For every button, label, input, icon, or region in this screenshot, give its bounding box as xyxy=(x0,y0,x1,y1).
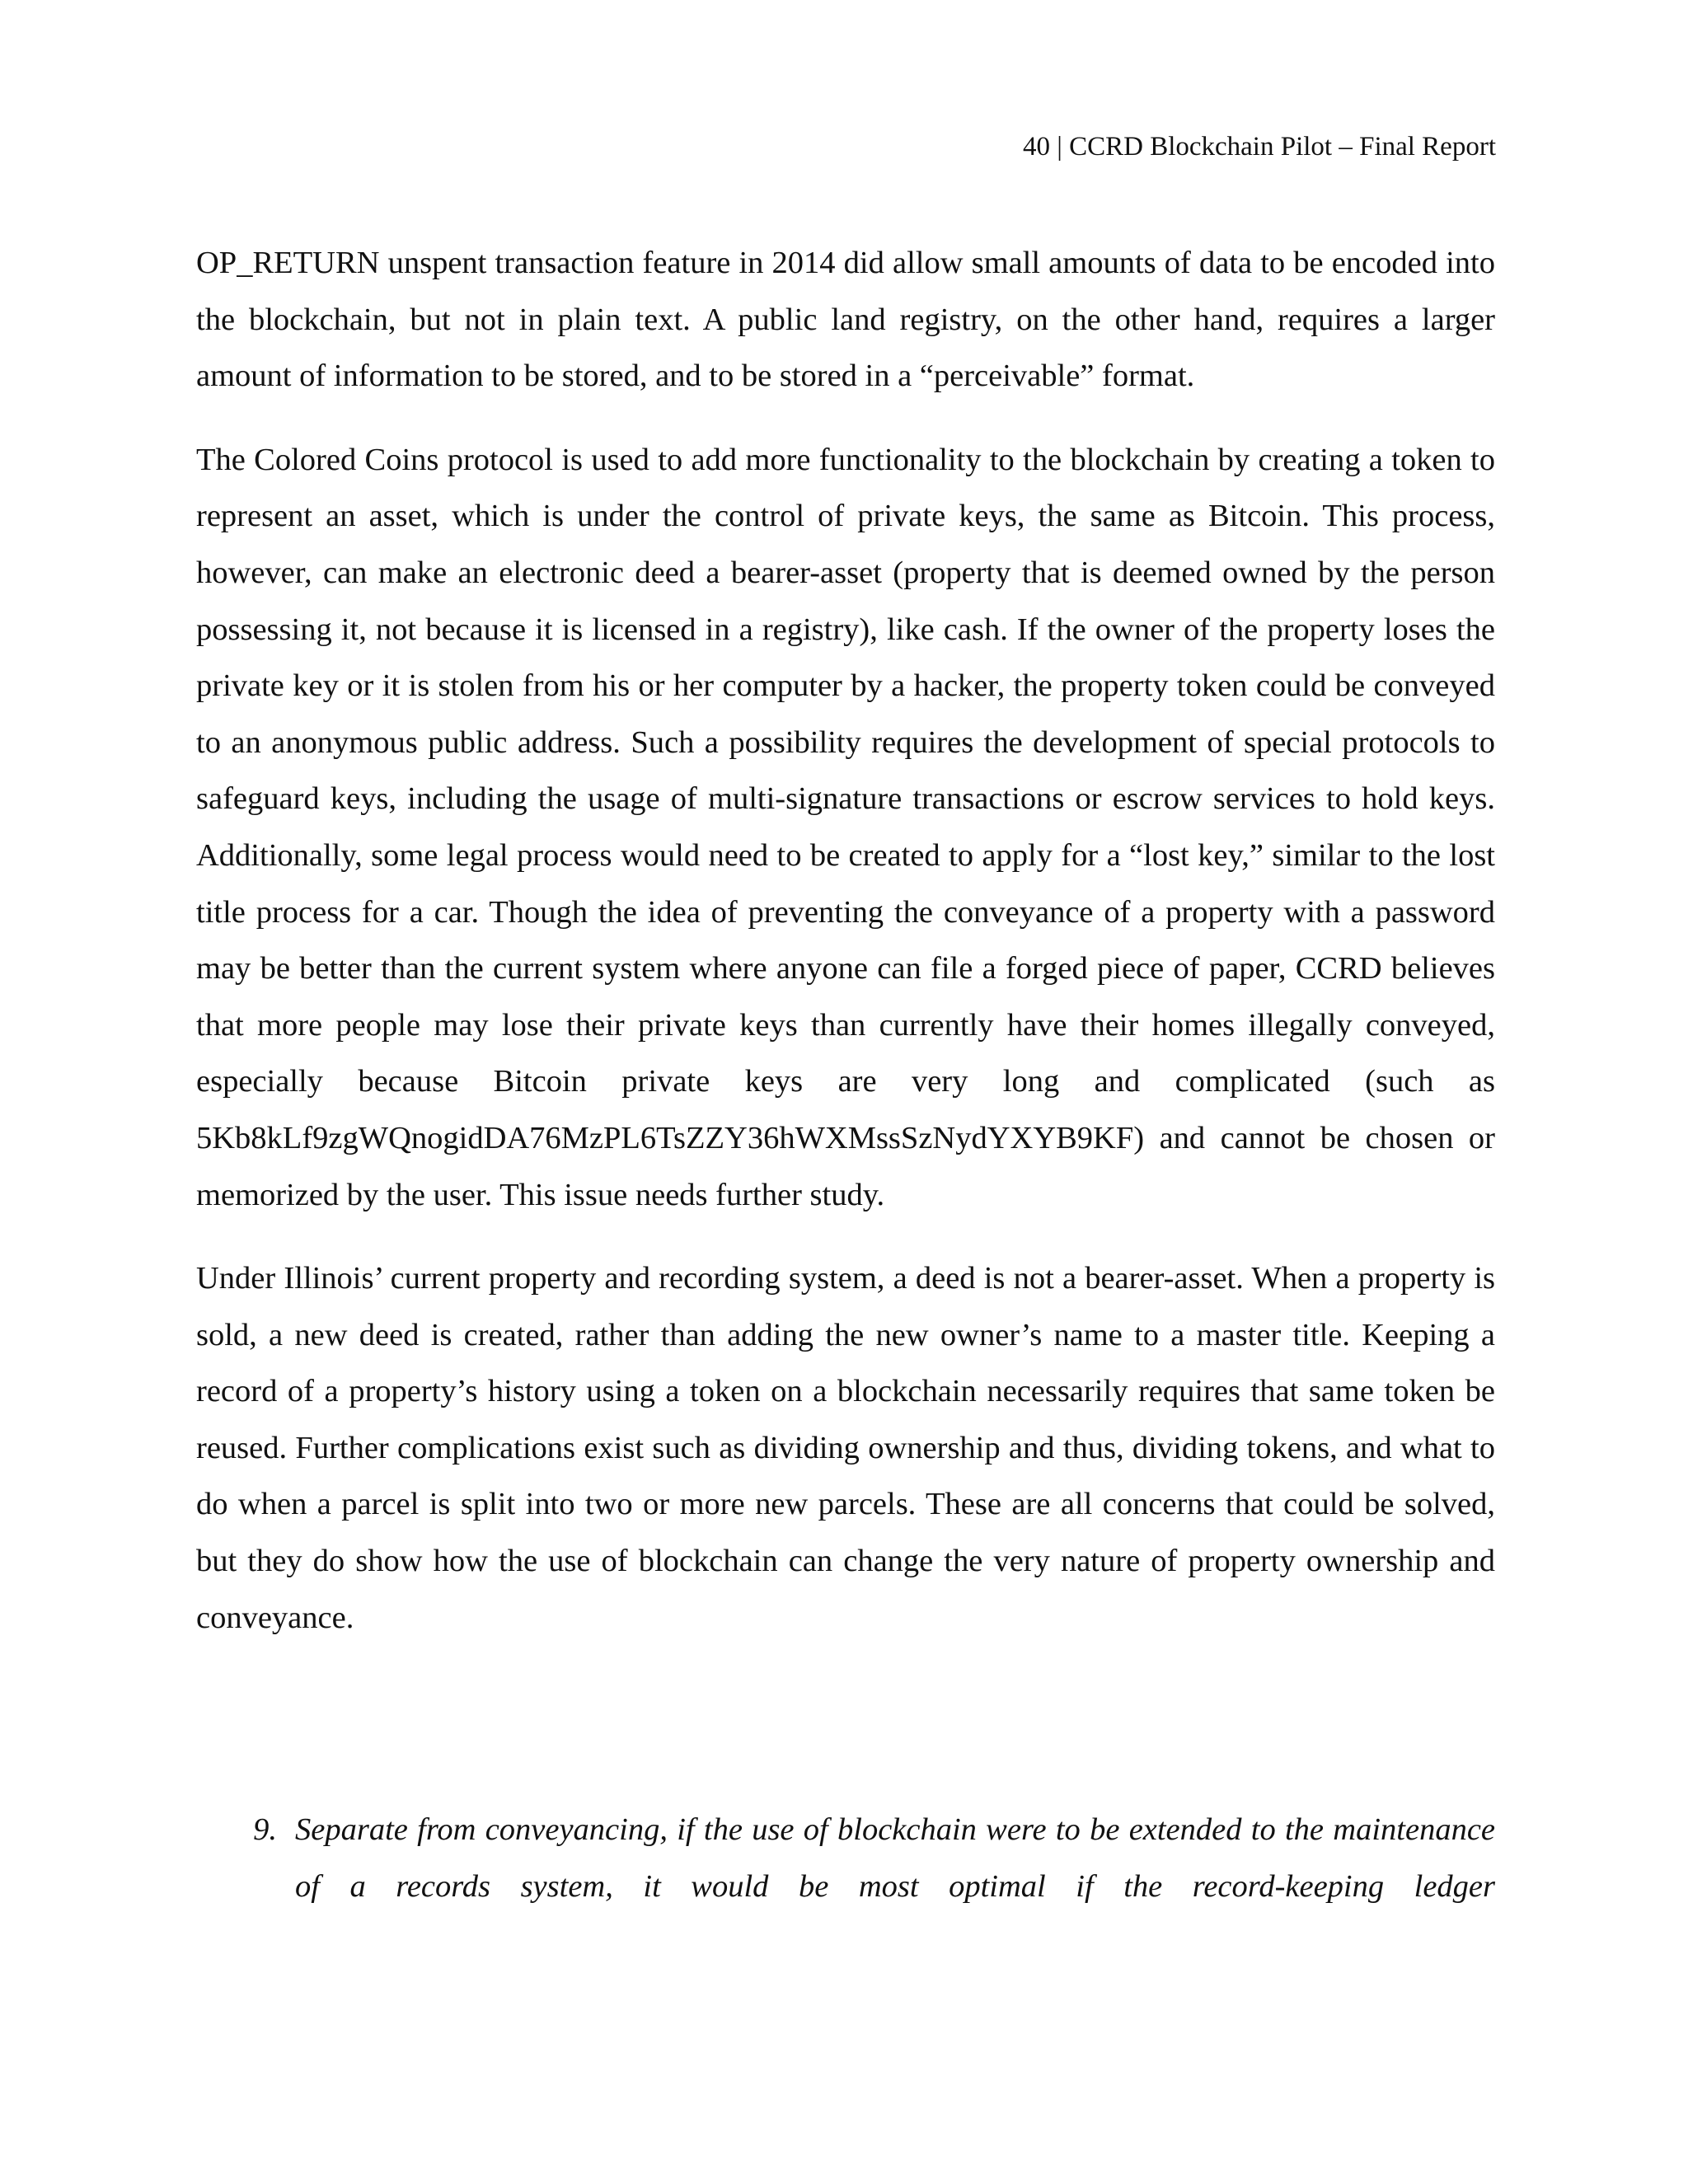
paragraph-colored-coins: The Colored Coins protocol is used to add more functionality to the blockchain by creating a token to represent an asset, which is under the control of private keys, the same as Bitcoin. This process, however, can make an electronic deed a bearer-asset (property that is deemed owned by the person possessing it, not because it is licensed in a registry), like cash. If the owner of the property loses the private key or it is stolen from his or her computer by a hacker, the property token could be conveyed to an anonymous public address. Such a possibility requires the development of special protocols to safeguard keys, including the usage of multi-signature transactions or escrow services to hold keys. Additionally, some legal process would need to be created to apply for a “lost key,” similar to the lost title process for a car. Though the idea of preventing the conveyance of a property with a password may be better than the current system where anyone can file a forged piece of paper, CCRD believes that more people may lose their private keys than currently have their homes illegally conveyed, especially because Bitcoin private keys are very long and complicated (such as 5Kb8kLf9zgWQnogidDA76MzPL6TsZZY36hWXMssSzNydYXYB9KF) and cannot be chosen or memorized by the user. This issue needs further study. xyxy=(196,442,1495,1212)
recommendation-number: 9. xyxy=(253,1812,277,1847)
running-header: 40 | CCRD Blockchain Pilot – Final Report xyxy=(1022,132,1496,162)
paragraph-op-return: OP_RETURN unspent transaction feature in 2014 did allow small amounts of data to be encoded into the blockchain, but not in plain text. A public land registry, on the other hand, requires a larger amount of information to be stored, and to be stored in a “perceivable” format. xyxy=(196,246,1495,394)
body-text xyxy=(196,235,1495,1673)
recommendation-text: Separate from conveyancing, if the use of blockchain were to be extended to the maintenance of a records system, it would be most optimal if the record-keeping ledger xyxy=(295,1812,1495,1904)
paragraph-illinois-property: Under Illinois’ current property and recording system, a deed is not a bearer-asset. When a property is sold, a new deed is created, rather than adding the new owner’s name to a master title. Keeping a record of a property’s history using a token on a blockchain necessarily requires that same token be reused. Further complications exist such as dividing ownership and thus, dividing tokens, and what to do when a parcel is split into two or more new parcels. These are all concerns that could be solved, but they do show how the use of blockchain can change the very nature of property ownership and conveyance. xyxy=(196,1261,1495,1635)
recommendation-item xyxy=(196,1802,1495,1915)
